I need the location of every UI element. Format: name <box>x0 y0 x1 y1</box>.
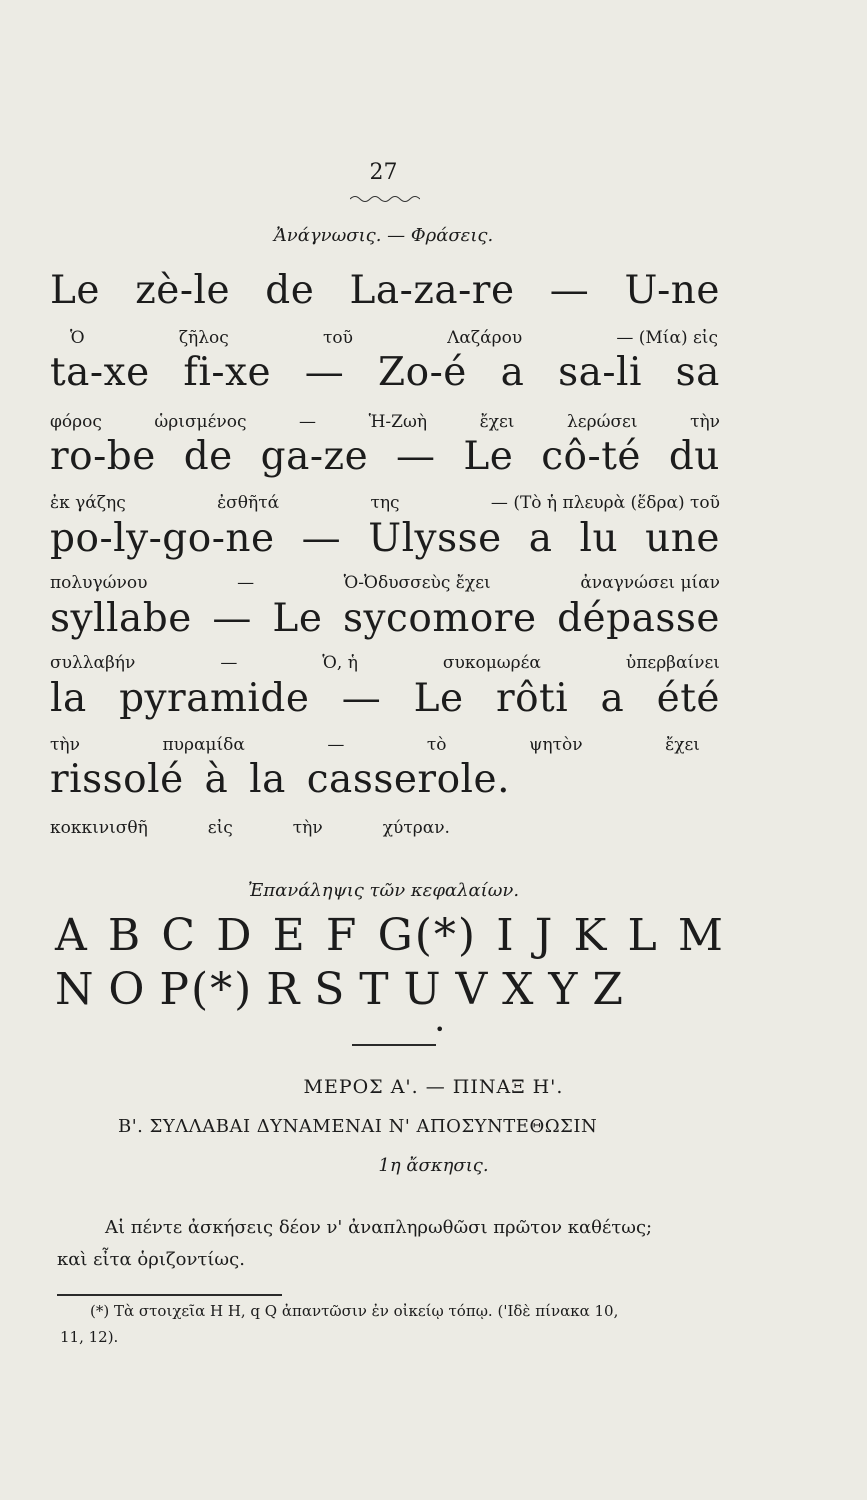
greek-word: της <box>370 493 400 513</box>
french-line-5 <box>50 596 720 641</box>
greek-word: — <box>299 412 317 432</box>
french-word: dépasse <box>557 596 720 641</box>
alphabet-letter: U <box>403 964 443 1015</box>
french-word: sa-li <box>558 350 642 395</box>
french-word: ta-xe <box>50 350 150 395</box>
greek-word: Ὁ, ἡ <box>322 653 358 673</box>
page-number: 27 <box>369 160 398 185</box>
greek-word: λερώσει <box>567 412 638 432</box>
greek-word: κοκκινισθῆ <box>50 818 148 838</box>
alphabet-letter: J <box>534 910 555 961</box>
alphabet-letter: M <box>677 910 725 961</box>
alphabet-letter: X <box>502 964 536 1015</box>
section-subtitle: Ἀνάγνωσις. — Φράσεις. <box>273 225 494 246</box>
greek-word: — <box>220 653 238 673</box>
french-word: a <box>528 516 553 561</box>
greek-line-1 <box>70 328 718 348</box>
french-word: Ulysse <box>368 516 502 561</box>
french-word: Le <box>413 676 464 721</box>
greek-word: φόρος <box>50 412 102 432</box>
ornament-flourish <box>350 194 420 204</box>
french-word: à <box>204 757 229 802</box>
french-word: Le <box>463 434 514 479</box>
french-word: rôti <box>495 676 569 721</box>
greek-word: Ἡ-Ζωὴ <box>368 412 428 432</box>
alphabet-letter: R <box>266 964 302 1015</box>
greek-line-2 <box>50 412 720 432</box>
french-line-2 <box>50 350 720 395</box>
greek-word: τὴν <box>292 818 323 838</box>
footnote-divider <box>57 1294 282 1296</box>
greek-word: ὡρισμένος <box>154 412 247 432</box>
alphabet-letter: A <box>55 910 89 961</box>
french-word: de <box>183 434 233 479</box>
greek-line-6 <box>50 735 700 755</box>
section-heading: ΜΕΡΟΣ Α'. — ΠΙΝΑΞ Η'. <box>303 1076 564 1098</box>
alphabet-letter: Z <box>592 964 625 1015</box>
exercise-label: 1η ἄσκησις. <box>378 1155 489 1176</box>
greek-word: ὑπερβαίνει <box>625 653 720 673</box>
greek-word: χύτραν. <box>382 818 450 838</box>
french-word: syllabe <box>50 596 192 641</box>
french-word: ro-be <box>50 434 156 479</box>
french-word: zè-le <box>135 268 231 313</box>
greek-word: — <box>237 573 255 593</box>
french-word: — <box>304 350 345 395</box>
french-word: — <box>396 434 436 479</box>
greek-word: εἰς <box>207 818 233 838</box>
ornament-dot: • <box>435 1020 445 1039</box>
french-word: ga-ze <box>260 434 369 479</box>
french-word: fi-xe <box>183 350 272 395</box>
greek-line-3 <box>50 493 720 513</box>
greek-word: ζῆλος <box>178 328 229 348</box>
greek-line-4 <box>50 573 720 593</box>
greek-word: ἐσθῆτά <box>217 493 280 513</box>
alphabet-letter: C <box>161 910 198 961</box>
greek-word: Ὁ <box>70 328 85 348</box>
french-word: — <box>341 676 382 721</box>
alphabet-letter: G(*) <box>377 910 478 961</box>
instruction-line-1: Αἱ πέντε ἀσκήσεις δέον ν' ἀναπληρωθῶσι πρῶτον καθέτως; <box>105 1217 653 1238</box>
french-word: de <box>265 268 315 313</box>
alphabet-letter: N <box>55 964 96 1015</box>
greek-word: ἐκ γάζης <box>50 493 126 513</box>
greek-word: ἔχει <box>479 412 515 432</box>
french-word: Zo-é <box>378 350 467 395</box>
french-word: la <box>50 676 87 721</box>
alphabet-letter: L <box>627 910 659 961</box>
alphabet-letter: S <box>314 964 347 1015</box>
greek-word: ψητὸν <box>529 735 583 755</box>
greek-word: ἔχει <box>665 735 700 755</box>
french-word: — <box>212 596 252 641</box>
greek-word: — <box>327 735 345 755</box>
french-word: cô-té <box>541 434 641 479</box>
greek-word: συλλαβήν <box>50 653 136 673</box>
alphabet-letter: F <box>325 910 359 961</box>
greek-word: συκομωρέα <box>442 653 541 673</box>
french-line-7 <box>50 757 510 802</box>
french-word: a <box>500 350 525 395</box>
alphabet-letter: E <box>272 910 307 961</box>
french-word: sycomore <box>342 596 537 641</box>
french-word: rissolé <box>50 757 184 802</box>
french-word: du <box>668 434 720 479</box>
greek-word: — (Τὸ ἡ πλευρὰ (ἕδρα) τοῦ <box>490 493 720 513</box>
greek-word: τὴν <box>690 412 720 432</box>
greek-word: — (Μία) εἰς <box>616 328 718 348</box>
alphabet-letter: D <box>216 910 254 961</box>
french-word: une <box>645 516 720 561</box>
alphabet-row-1 <box>55 910 725 961</box>
greek-word: Λαζάρου <box>447 328 523 348</box>
french-word: casserole. <box>306 757 510 802</box>
alphabet-row-2 <box>55 964 625 1015</box>
french-word: — <box>549 268 590 313</box>
alphabet-letter: T <box>359 964 391 1015</box>
alphabet-letter: I <box>496 910 516 961</box>
french-word: pyramide <box>119 676 310 721</box>
french-word: a <box>600 676 625 721</box>
french-word: Le <box>272 596 323 641</box>
greek-line-7 <box>50 818 450 838</box>
alphabet-letter: K <box>573 910 609 961</box>
greek-word: ἀναγνώσει μίαν <box>580 573 720 593</box>
alphabet-letter: B <box>107 910 143 961</box>
french-word: U-ne <box>624 268 720 313</box>
french-line-1 <box>50 268 720 313</box>
french-line-4 <box>50 516 720 561</box>
french-word: la <box>249 757 286 802</box>
greek-word: τὸ <box>426 735 447 755</box>
french-line-6 <box>50 676 720 721</box>
greek-word: πολυγώνου <box>50 573 148 593</box>
french-word: Le <box>50 268 100 313</box>
instruction-line-2: καὶ εἶτα ὁριζοντίως. <box>57 1249 245 1270</box>
alphabet-letter: Y <box>548 964 580 1015</box>
alphabet-letter: V <box>455 964 490 1015</box>
footnote-line-2: 11, 12). <box>60 1328 119 1346</box>
greek-word: τὴν <box>50 735 80 755</box>
recap-title: Ἐπανάληψις τῶν κεφαλαίων. <box>247 880 520 901</box>
footnote-line-1: (*) Τὰ στοιχεῖα H H, q Q ἀπαντῶσιν ἐν οἰκείῳ τόπῳ. ('Ιδὲ πίνακα 10, <box>90 1302 619 1320</box>
french-word: — <box>301 516 342 561</box>
alphabet-letter: O <box>108 964 147 1015</box>
greek-line-5 <box>50 653 720 673</box>
section-divider <box>352 1044 436 1046</box>
french-word: po-ly-go-ne <box>50 516 275 561</box>
alphabet-letter: P(*) <box>159 964 254 1015</box>
french-word: été <box>656 676 720 721</box>
french-line-3 <box>50 434 720 479</box>
section-subheading: Β'. ΣΥΛΛΑΒΑΙ ΔΥΝΑΜΕΝΑΙ Ν' ΑΠΟΣΥΝΤΕΘΩΣΙΝ <box>118 1116 598 1137</box>
french-word: lu <box>579 516 619 561</box>
greek-word: Ὁ-Ὀδυσσεὺς ἔχει <box>343 573 491 593</box>
french-word: sa <box>675 350 720 395</box>
french-word: La-za-re <box>349 268 515 313</box>
greek-word: τοῦ <box>322 328 353 348</box>
greek-word: πυραμίδα <box>162 735 245 755</box>
